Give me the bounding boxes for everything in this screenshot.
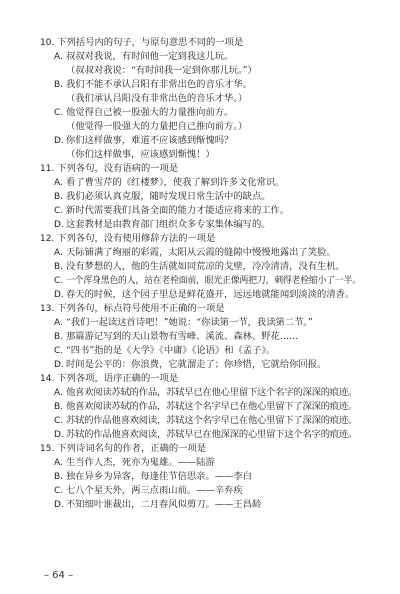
question-stem: 下列各项，语序正确的一项是	[57, 373, 179, 384]
option-text: 他觉得自己被一股强大的力量推向前方。	[66, 107, 234, 118]
option-text: 这套教材是由教育部门组织众多专家集体编写的。	[66, 219, 271, 230]
option-b	[40, 470, 366, 484]
question-15	[40, 442, 366, 512]
option-letter: A.	[54, 458, 63, 468]
option-letter: B.	[54, 192, 64, 202]
question-10	[40, 36, 366, 162]
option-text: 看了曹雪芹的《红楼梦》，使我了解到许多文化常识。	[66, 177, 285, 188]
option-d	[40, 428, 366, 442]
option-d	[40, 134, 366, 162]
option-text: 苏轼的作品他喜欢阅读，苏轼这个名字早已在他心里留下了深深的痕迹。	[66, 415, 358, 426]
option-text: 天际铺满了绚丽的彩霞，太阳从云霞的缝隙中慢慢地露出了笑脸。	[66, 247, 336, 258]
question-stem: 下列各句，没有语病的一项是	[57, 163, 179, 174]
option-text: 你们这样做事，难道不应该感到惭愧吗？	[66, 135, 234, 146]
option-c	[40, 344, 366, 358]
option-a	[40, 246, 366, 260]
question-14	[40, 372, 366, 442]
option-letter: A.	[54, 178, 63, 188]
option-b	[40, 78, 366, 106]
option-letter: B.	[54, 472, 64, 482]
option-paraphrase: （叔叔对我说：“有时间我一定到你那儿玩。”）	[66, 65, 257, 76]
option-letter: A.	[54, 248, 63, 258]
question-number: 14.	[40, 374, 55, 384]
option-letter: D.	[54, 290, 64, 300]
option-text: 时间是公平的：你浪费，它就溜走了；你珍惜，它就给你回报。	[66, 359, 327, 370]
option-a	[40, 176, 366, 190]
option-letter: D.	[54, 500, 64, 510]
option-letter: D.	[54, 220, 64, 230]
option-text: 苏轼的作品他喜欢阅读，苏轼早已在他深深的心里留下这个名字的痕迹。	[66, 429, 358, 440]
option-text: 生当作人杰，死亦为鬼雄。——陆游	[66, 457, 215, 468]
option-a	[40, 456, 366, 470]
option-letter: C.	[54, 416, 64, 426]
option-letter: A.	[54, 388, 63, 398]
option-letter: D.	[54, 136, 64, 146]
option-text: 没有梦想的人，他的生活就如同荒凉的戈壁，冷冷清清，没有生机。	[66, 261, 345, 272]
option-text: 一个浑身黑色的人，站在老栓面前，眼光正像两把刀，刺得老栓缩小了一半。	[66, 276, 361, 286]
option-letter: A.	[54, 318, 63, 328]
question-number: 10.	[40, 38, 55, 48]
question-13	[40, 302, 366, 372]
option-letter: B.	[54, 262, 64, 272]
option-letter: B.	[54, 402, 64, 412]
option-d	[40, 288, 366, 302]
option-letter: D.	[54, 360, 64, 370]
option-c	[40, 274, 366, 288]
option-letter: B.	[54, 332, 64, 342]
option-text: 独在异乡为异客，每逢佳节倍思亲。——李白	[66, 471, 252, 482]
option-letter: C.	[54, 486, 64, 496]
option-text: 我们必须认真克服，随时发现日常生活中的缺点。	[66, 191, 271, 202]
option-letter: C.	[54, 276, 64, 286]
option-b	[40, 190, 366, 204]
option-a	[40, 386, 366, 400]
option-letter: C.	[54, 108, 64, 118]
option-b	[40, 330, 366, 344]
option-letter: C.	[54, 346, 64, 356]
option-text: 那篇游记写到的天山景物有雪峰、溪流、森林、野花……	[66, 331, 299, 342]
option-a	[40, 316, 366, 330]
option-c	[40, 484, 366, 498]
option-text: “我们一起读这首诗吧！”她说：“你读第一节，我读第二节。”	[66, 317, 313, 328]
option-text: 我们不能不承认吕阳有非常出色的音乐才华。	[66, 79, 252, 90]
option-c	[40, 414, 366, 428]
option-text: 他喜欢阅读苏轼的作品，苏轼早已在他心里留下这个名字的深深的痕迹。	[66, 387, 358, 398]
option-text: 叔叔对我说，有时间他一定到我这儿玩。	[66, 51, 234, 62]
option-a	[40, 50, 366, 78]
question-stem: 下列括号内的句子，与原句意思不同的一项是	[57, 37, 244, 48]
question-stem: 下列各句，没有使用修辞方法的一项是	[57, 233, 216, 244]
option-letter: C.	[54, 206, 64, 216]
option-d	[40, 358, 366, 372]
option-text: 七八个星天外，两三点雨山前。——辛弃疾	[66, 485, 243, 496]
option-text: “四书”指的是《大学》《中庸》《论语》和《孟子》。	[66, 345, 276, 356]
question-stem: 下列各句，标点符号使用不正确的一项是	[57, 303, 225, 314]
option-text: 他喜欢阅读苏轼的作品，苏轼这个名字早已在他心里留下了深深的痕迹。	[66, 401, 358, 412]
option-text: 不知细叶谁裁出，二月春风似剪刀。——王昌龄	[66, 499, 262, 510]
option-letter: A.	[54, 52, 63, 62]
option-c	[40, 204, 366, 218]
option-paraphrase: （你们这样做事，应该感到惭愧！）	[66, 149, 215, 160]
question-12	[40, 232, 366, 302]
question-number: 12.	[40, 234, 55, 244]
option-c	[40, 106, 366, 134]
question-11	[40, 162, 366, 232]
option-letter: D.	[54, 430, 64, 440]
question-stem: 下列诗词名句的作者，正确的一项是	[57, 443, 207, 454]
question-number: 13.	[40, 304, 55, 314]
option-paraphrase: （我们承认吕阳没有非常出色的音乐才华。）	[66, 93, 248, 104]
option-d	[40, 498, 366, 512]
page-number: – 64 –	[44, 570, 74, 581]
question-number: 11.	[40, 164, 55, 174]
question-number: 15.	[40, 444, 55, 454]
option-b	[40, 400, 366, 414]
option-text: 春天的时候，这个园子里总是鲜花盛开，远远地就能闻到淡淡的清香。	[66, 289, 355, 300]
option-text: 新时代需要我们具备全面的能力才能适应将来的工作。	[66, 205, 290, 216]
option-paraphrase: （他觉得一股强大的力量把自己推向前方。）	[66, 121, 248, 132]
option-d	[40, 218, 366, 232]
option-letter: B.	[54, 80, 64, 90]
option-b	[40, 260, 366, 274]
